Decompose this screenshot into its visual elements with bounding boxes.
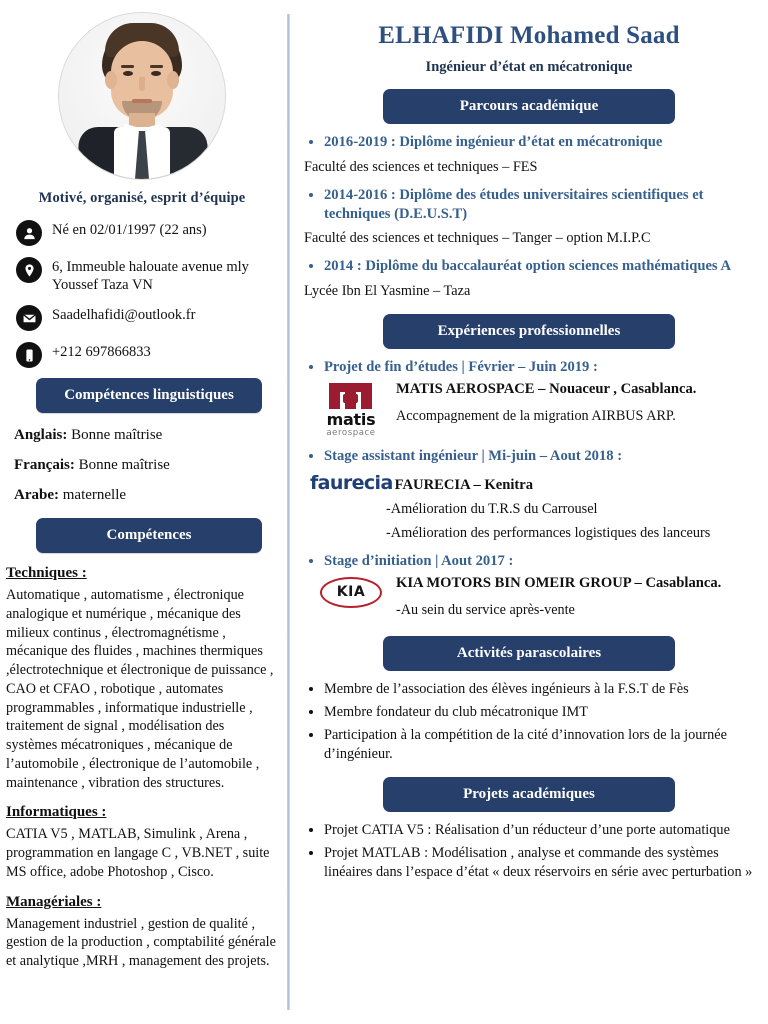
- education-detail: Faculté des sciences et techniques – FES: [304, 158, 538, 175]
- experience-company: MATIS AEROSPACE – Nouaceur , Casablanca.: [396, 380, 697, 397]
- contact-text-address: 6, Immeuble halouate avenue mly Youssef Taza VN: [52, 259, 249, 294]
- experience-heading: • Projet de fin d’études | Février – Juin 2019 :: [324, 358, 760, 377]
- section-badge-languages: Compétences linguistiques: [36, 378, 262, 413]
- contact-text-email: Saadelhafidi@outlook.fr: [52, 307, 196, 324]
- contact-item-phone[interactable]: [16, 341, 278, 368]
- location-pin-icon: [16, 257, 42, 283]
- language-level: Bonne maîtrise: [71, 427, 163, 444]
- experience-list: [298, 358, 760, 377]
- section-badge-skills: Compétences: [36, 518, 262, 553]
- matis-m-mark: [329, 383, 373, 409]
- experience-item-faurecia: [310, 472, 760, 494]
- page-title: ELHAFIDI Mohamed Saad: [378, 22, 680, 49]
- education-list: [298, 257, 760, 276]
- tagline: Motivé, organisé, esprit d’équipe: [38, 190, 246, 206]
- education-heading: • 2014-2016 : Diplôme des études universitaires scientifiques et techniques (D.E.U.S.T): [324, 186, 760, 224]
- languages-list: [14, 427, 278, 504]
- education-list: [298, 186, 760, 224]
- matis-logo-name: matis: [326, 409, 376, 429]
- experience-company: FAURECIA – Kenitra: [394, 476, 534, 493]
- activities-list: [298, 680, 760, 764]
- education-heading: • 2014 : Diplôme du baccalauréat option sciences mathématiques A: [324, 257, 760, 276]
- experience-line: Accompagnement de la migration AIRBUS ARP.: [396, 407, 676, 424]
- experience-list: [298, 447, 760, 466]
- language-label: Français:: [14, 457, 75, 474]
- right-column: [288, 0, 768, 1024]
- education-list: [298, 133, 760, 152]
- language-level: Bonne maîtrise: [78, 457, 170, 474]
- contact-list: [16, 219, 278, 368]
- section-badge-activities: Activités parascolaires: [383, 636, 675, 671]
- matis-logo-sub: aerospace: [326, 427, 376, 438]
- experience-list: [298, 552, 760, 571]
- experience-heading: • Stage d’initiation | Aout 2017 :: [324, 552, 760, 571]
- experience-line: -Amélioration du T.R.S du Carrousel: [386, 500, 598, 517]
- photo-container: [6, 12, 278, 180]
- skill-body-manageriales: Management industriel , gestion de qualité , gestion de la production , comptabilité générale et analytique ,MRH , management des projets.: [6, 915, 276, 969]
- contact-text-phone: +212 697866833: [52, 344, 151, 361]
- skill-heading-techniques: Techniques :: [6, 565, 87, 582]
- experience-item-kia: [312, 575, 760, 623]
- language-item: [14, 457, 278, 474]
- profile-photo: [58, 12, 226, 180]
- list-item: • Projet CATIA V5 : Réalisation d’un réducteur d’une porte automatique: [324, 821, 760, 840]
- skill-body-techniques: Automatique , automatisme , électronique analogique et numérique , mécanique des milieux continus , électromagnétisme , mécanique des fluides , machines thermiques ,électrotechnique et électronique de puissance , CAO et CFAO , robotique , automates programmables , informatique industrielle , traitement de signal , modélisation des systèmes mécatroniques , mécanique de l’automobile , électronique de l’automobile , maintenance , vibration des structures.: [6, 587, 274, 791]
- education-detail: Lycée Ibn El Yasmine – Taza: [304, 283, 471, 300]
- mobile-phone-icon: [16, 342, 42, 368]
- section-badge-experience: Expériences professionnelles: [383, 314, 675, 349]
- person-icon: [16, 220, 42, 246]
- experience-item-matis: [312, 381, 760, 438]
- faurecia-logo: faurecia: [310, 471, 393, 494]
- envelope-icon: [16, 305, 42, 331]
- experience-line: -Au sein du service après-vente: [396, 601, 575, 618]
- contact-item-birth: [16, 219, 278, 246]
- skill-heading-informatiques: Informatiques :: [6, 804, 107, 821]
- experience-text: [390, 381, 760, 429]
- job-role: Ingénieur d’état en mécatronique: [425, 59, 633, 75]
- kia-logo: [312, 575, 390, 608]
- list-item: • Membre fondateur du club mécatronique IMT: [324, 703, 760, 722]
- section-badge-education: Parcours académique: [383, 89, 675, 124]
- experience-text: [390, 575, 760, 623]
- experience-line: -Amélioration des performances logistiques des lanceurs: [386, 525, 711, 542]
- list-item: • Projet MATLAB : Modélisation , analyse et commande des systèmes linéaires dans l’espace d’état « deux réservoirs en série avec perturbation »: [324, 844, 760, 882]
- left-column: [0, 0, 288, 1024]
- list-item: • Participation à la compétition de la cité d’innovation lors de la journée d’ingénieur.: [324, 726, 760, 764]
- contact-text-birth: Né en 02/01/1997 (22 ans): [52, 222, 207, 238]
- column-divider: [287, 14, 290, 1010]
- skills-groups: [6, 565, 278, 970]
- section-badge-projects: Projets académiques: [383, 777, 675, 812]
- skill-heading-manageriales: Managériales :: [6, 893, 102, 910]
- language-item: [14, 427, 278, 444]
- projects-list: [298, 821, 760, 882]
- language-level: maternelle: [62, 487, 127, 504]
- kia-logo-text: KIA: [336, 584, 366, 601]
- contact-item-address: [16, 256, 278, 294]
- language-label: Anglais:: [14, 427, 68, 444]
- language-label: Arabe:: [14, 487, 59, 504]
- experience-company: KIA MOTORS BIN OMEIR GROUP – Casablanca.: [396, 574, 722, 591]
- matis-aerospace-logo: [312, 381, 390, 438]
- education-detail: Faculté des sciences et techniques – Tanger – option M.I.P.C: [304, 230, 651, 247]
- language-item: [14, 487, 278, 504]
- experience-heading: • Stage assistant ingénieur | Mi-juin – Aout 2018 :: [324, 447, 760, 466]
- contact-item-email[interactable]: [16, 304, 278, 331]
- list-item: • Membre de l’association des élèves ingénieurs à la F.S.T de Fès: [324, 680, 760, 699]
- skill-body-informatiques: CATIA V5 , MATLAB, Simulink , Arena , programmation en langage C , VB.NET , suite MS office, adobe Photoshop , Cisco.: [6, 826, 270, 880]
- education-heading: • 2016-2019 : Diplôme ingénieur d’état en mécatronique: [324, 133, 760, 152]
